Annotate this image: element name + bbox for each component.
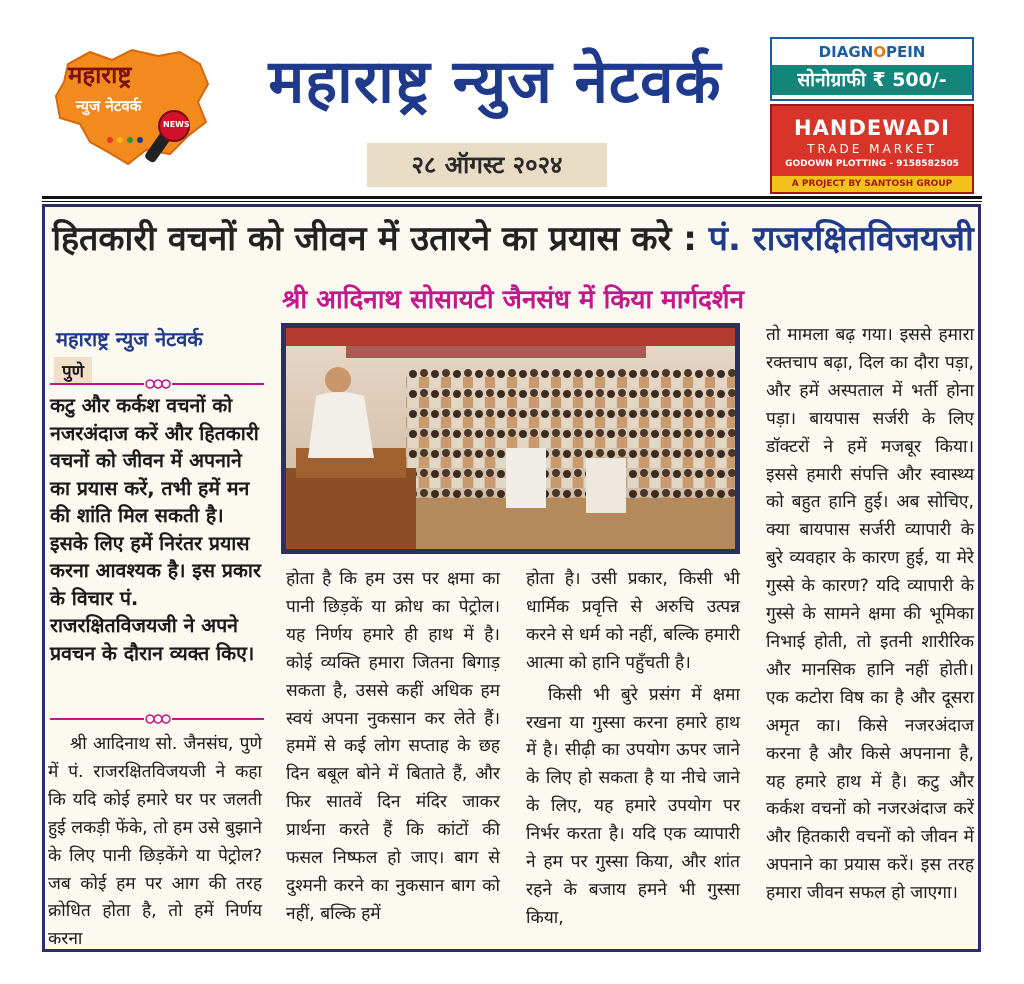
ad-handewadi[interactable] bbox=[770, 104, 974, 194]
paragraph: श्री आदिनाथ सो. जैनसंघ, पुणे में पं. राजरक्षितविजयजी ने कहा कि यदि कोई हमारे घर पर जलती हुई लकड़ी फेंके, तो हम उसे बुझाने के लिए पानी छिड़केंगे या पेट्रोल? जब कोई हम पर आग की तरह क्रोधित होता है, तो हमें निर्णय करना bbox=[48, 734, 262, 950]
masthead-divider-thin bbox=[42, 201, 982, 202]
article-column-2 bbox=[286, 566, 500, 929]
dateline-city: पुणे bbox=[54, 357, 92, 384]
article-photo[interactable] bbox=[281, 323, 740, 554]
news-tag: NEWS bbox=[163, 120, 190, 129]
ad-handewadi-name: HANDEWADI bbox=[794, 116, 950, 140]
ad-handewadi-project: A PROJECT BY SANTOSH GROUP bbox=[772, 176, 972, 192]
ad-diagnopein-brand: DIAGNOPEIN bbox=[818, 43, 926, 61]
paragraph: किसी भी बुरे प्रसंग में क्षमा रखना या गुस्सा करना हमारे हाथ में है। सीढ़ी का उपयोग ऊपर जाने के लिए हो सकता है या नीचे जाने के लिए, यह हमारे उपयोग पर निर्भर करता है। यदि एक व्यापारी ने हम पर गुस्सा किया, और शांत रहने के बजाय हमने भी गुस्सा किया, bbox=[526, 684, 740, 928]
newspaper-logo[interactable] bbox=[50, 44, 220, 169]
divider-ornament-icon bbox=[50, 712, 264, 726]
divider-ornament-icon bbox=[50, 377, 264, 391]
ad-handewadi-phone: GODOWN PLOTTING - 9158582505 bbox=[785, 159, 959, 169]
article-subheadline: श्री आदिनाथ सोसायटी जैनसंध में किया मार्गदर्शन bbox=[281, 285, 745, 315]
article-column-3 bbox=[526, 566, 740, 933]
ad-diagnopein[interactable] bbox=[770, 37, 974, 101]
ad-handewadi-subtitle: TRADE MARKET bbox=[807, 142, 937, 156]
logo-subtitle: न्युज नेटवर्क bbox=[76, 97, 142, 115]
paragraph: होता है कि हम उस पर क्षमा का पानी छिड़कें या क्रोध का पेट्रोल। यह निर्णय हमारे ही हाथ में है। कोई व्यक्ति हमारा जितना बिगाड़ सकता है, उससे कहीं अधिक हम स्वयं अपना नुकसान कर लेते हैं। हममें से कई लोग सप्ताह के छह दिन बबूल बोने में बिताते हैं, और फिर सातवें दिन मंदिर जाकर प्रार्थना करते हैं कि कांटों की फसल निष्फल हो जाए। बाग से दुश्मनी करने का नुकसान बाग को नहीं, बल्कि हमें bbox=[286, 569, 500, 924]
masthead-title: महाराष्ट्र न्युज नेटवर्क bbox=[268, 47, 722, 117]
ad-sonography-offer: सोनोग्राफी ₹ 500/- bbox=[772, 65, 972, 95]
congregation-photo-icon bbox=[286, 328, 735, 549]
issue-date: २८ ऑगस्ट २०२४ bbox=[367, 143, 607, 187]
byline: महाराष्ट्र न्युज नेटवर्क bbox=[56, 327, 203, 351]
article-lead: कटु और कर्कश वचनों को नजरअंदाज करें और हितकारी वचनों को जीवन में अपनाने का प्रयास करें, तभी हमें मन की शांति मिल सकती है। इसके लिए हमें निरंतर प्रयास करना आवश्यक है। इस प्रकार के विचार पं. राजरक्षितविजयजी ने अपने प्रवचन के दौरान व्यक्त किए। bbox=[50, 394, 261, 665]
masthead-divider bbox=[42, 196, 982, 199]
logo-title: महाराष्ट्र bbox=[68, 61, 132, 89]
paragraph: तो मामला बढ़ गया। इससे हमारा रक्तचाप बढ़ा, दिल का दौरा पड़ा, और हमें अस्पताल में भर्ती होना पड़ा। बायपास सर्जरी के लिए डॉक्टरों ने हमें मजबूर किया। इससे हमारी संपत्ति और स्वास्थ्य को बहुत हानि हुई। अब सोचिए, क्या बायपास सर्जरी व्यापारी के बुरे व्यवहार के कारण हुई, या मेरे गुस्से के कारण? यदि व्यापारी के गुस्से के सामने क्षमा की भूमिका निभाई होती, तो इतनी शारीरिक और मानसिक हानि नहीं होती। एक कटोरा विष का है और दूसरा अमृत का। किसे नजरअंदाज करना है और किसे अपनाना है, यह हमारे हाथ में है। कटु और कर्कश वचनों को नजरअंदाज करें और हितकारी वचनों को जीवन में अपनाने का प्रयास करें। इस तरह हमारा जीवन सफल हो जाएगा। bbox=[766, 325, 974, 904]
article-headline: हितकारी वचनों को जीवन में उतारने का प्रयास करे : पं. राजरक्षितविजयजी bbox=[52, 219, 974, 259]
article-column-1 bbox=[48, 731, 262, 954]
paragraph: होता है। उसी प्रकार, किसी भी धार्मिक प्रवृत्ति से अरुचि उत्पन्न करने से धर्म को नहीं, बल्कि हमारी आत्मा को हानि पहुँचती है। bbox=[526, 569, 740, 673]
article-column-4 bbox=[766, 322, 974, 908]
